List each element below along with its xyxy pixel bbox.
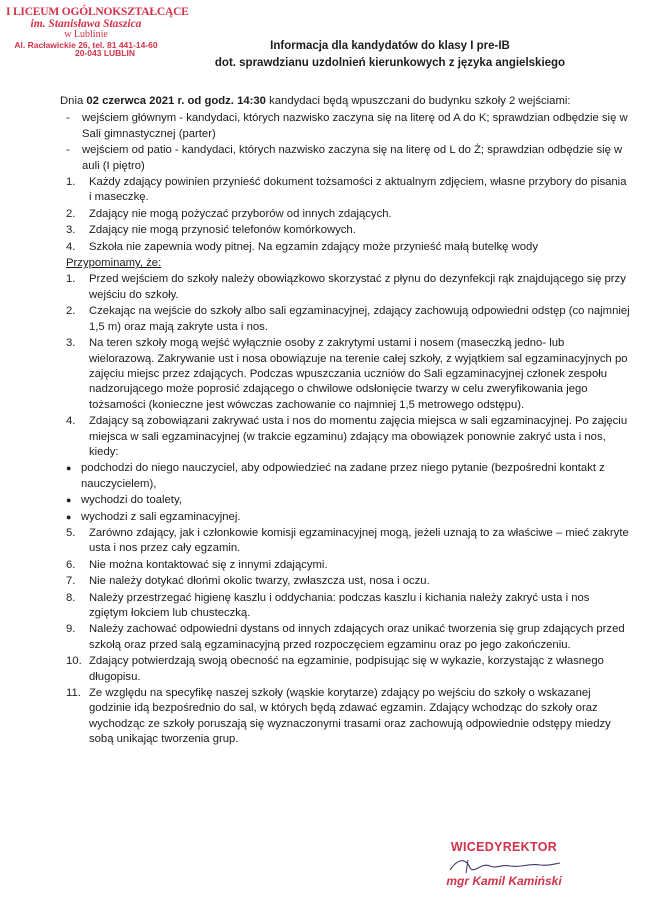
rule-number: 2.: [66, 305, 76, 318]
rule-text: Nie można kontaktować się z innymi zdającymi.: [89, 558, 328, 571]
reminder-heading: Przypominamy, że:: [66, 257, 162, 270]
rule-number: 3.: [66, 337, 76, 350]
entrance-text: wejściem głównym - kandydaci, których nazwisko zaczyna się na literę od A do K; sprawdzian odbędzie się w Sali gimnastycznej (parter): [82, 112, 628, 140]
rule-number: 1.: [66, 176, 76, 189]
title-line-1: Informacja dla kandydatów do klasy I pre-IB: [270, 40, 510, 52]
rule-text: Należy przestrzegać higienę kaszlu i oddychania: podczas kaszlu i kichania należy zakryć usta i nos zgiętym łokciem lub chusteczką.: [89, 591, 590, 619]
rule-text: Należy zachować odpowiedni dystans od innych zdających oraz unikać tworzenia się grup zdających przed szkołą oraz przed salą egzaminacyjną przed rozpoczęciem egzaminu oraz po jego zakończeniu.: [89, 623, 625, 651]
rule-number: 1.: [66, 273, 76, 286]
entrance-text: wejściem od patio - kandydaci, których nazwisko zaczyna się na literę od L do Ż; sprawdzian odbędzie się w auli (I piętro): [82, 144, 623, 172]
rule-item: [66, 558, 630, 573]
rule-text: Szkoła nie zapewnia wody pitnej. Na egzamin zdający może przynieść małą butelkę wody: [89, 240, 538, 253]
signature-stamp: [424, 840, 584, 888]
rule-item: [66, 336, 630, 413]
rule-number: 3.: [66, 224, 76, 237]
rule-text: Ze względu na specyfikę naszej szkoły (wąskie korytarze) zdający po wejściu do szkoły o wskazanej godzinie idą bezpośrednio do sal, w których będą zdawać egzamin. Zdający wchodząc do szkoły oraz wychodząc ze szkoły poruszają się wyznaczonymi trasami oraz zachowują odpowiednie odstępy miedzy sobą unikając tworzenia grup.: [89, 687, 611, 746]
rule-item: [66, 622, 630, 653]
rule-item: [66, 686, 630, 748]
rule-item: [66, 272, 630, 303]
rule-item: [66, 175, 630, 206]
bullet-item: [66, 493, 630, 508]
rule-text: Zdający nie mogą pożyczać przyborów od innych zdających.: [89, 207, 392, 220]
bullet-list: [60, 461, 630, 525]
school-stamp: [6, 6, 189, 59]
rule-number: 8.: [66, 591, 76, 604]
bullet-text: wychodzi do toalety,: [81, 494, 182, 507]
rule-item: [66, 526, 630, 557]
rule-item: [66, 414, 630, 460]
stamp-line-3: w Lublinie: [64, 29, 108, 41]
entrance-item: [66, 143, 630, 174]
rule-item: [66, 591, 630, 622]
intro-prefix: Dnia: [60, 95, 87, 107]
dash-marker: -: [66, 144, 70, 157]
stamp-line-2: im. Stanisława Staszica: [30, 17, 142, 30]
rule-number: 7.: [66, 575, 76, 588]
rule-item: [66, 240, 630, 255]
rule-item: [66, 223, 630, 238]
rule-number: 4.: [66, 415, 76, 428]
document-title: [190, 38, 590, 72]
rule-text: Przed wejściem do szkoły należy obowiązkowo skorzystać z płynu do dezynfekcji rąk znajdującego się przy wejściu do szkoły.: [89, 273, 626, 301]
rules-list-2: [60, 272, 630, 460]
stamp-line-1: I LICEUM OGÓLNOKSZTAŁCĄCE: [6, 6, 189, 18]
rule-number: 5.: [66, 526, 76, 539]
rule-item: [66, 574, 630, 589]
rule-number: 6.: [66, 558, 76, 571]
rule-number: 10.: [66, 655, 82, 668]
rule-number: 4.: [66, 240, 76, 253]
signature-name: mgr Kamil Kamiński: [446, 874, 562, 888]
stamp-line-4: Al. Racławickie 26, tel. 81 441-14-60: [14, 39, 158, 50]
rule-number: 9.: [66, 623, 76, 636]
title-line-2: dot. sprawdzianu uzdolnień kierunkowych z języka angielskiego: [214, 57, 566, 69]
rules-list-3: [60, 526, 630, 748]
rule-text: Zdający są zobowiązani zakrywać usta i nos do momentu zajęcia miejsca w sali egzaminacyjnej. Po zajęciu miejsca w sali egzaminacyjnej (w trakcie egzaminu) zdający ma obowiązek ponownie zakryć usta i nos, kiedy:: [89, 415, 628, 458]
rule-text: Na teren szkoły mogą wejść wyłącznie osoby z zakrytymi ustami i nosem (maseczką jedno- lub wielorazową. Zakrywanie ust i nosa obowiązuje na terenie całej szkoły, z wyjątkiem sal egzaminacyjnych po zajęciu miejsc przez zdających. Podczas wpuszczania uczniów do Sali egzaminacyjnej członek zespołu nadzorującego może poprosić zdającego o chwilowe odsłonięcie twarzy w celu zweryfikowania jego tożsamości (konieczne jest wówczas zachowanie co najmniej 1,5 metrowego odstępu).: [89, 337, 628, 411]
rule-text: Zdający nie mogą przynosić telefonów komórkowych.: [89, 224, 356, 237]
bullet-item: [66, 510, 630, 525]
intro-paragraph: [60, 94, 630, 109]
rule-item: [66, 304, 630, 335]
bullet-marker: ●: [66, 463, 72, 474]
rules-list-1: [60, 175, 630, 255]
dash-marker: -: [66, 112, 70, 125]
document-body: [60, 94, 630, 749]
intro-suffix: kandydaci będą wpuszczani do budynku szkoły 2 wejściami:: [265, 95, 571, 107]
bullet-item: [66, 461, 630, 492]
rule-text: Zarówno zdający, jak i członkowie komisji egzaminacyjnej mogą, jeżeli uznają to za właściwe – mieć zakryte usta i nos przez cały egzamin.: [89, 526, 629, 555]
stamp-line-5: 20-043 LUBLIN: [75, 48, 135, 59]
entrance-list: [60, 111, 630, 174]
rule-text: Czekając na wejście do szkoły albo sali egzaminacyjnej, zdający zachowują odpowiedni odstęp (co najmniej 1,5 m) oraz mają zakryte usta i nos.: [89, 305, 630, 333]
rule-number: 11.: [66, 687, 81, 700]
rule-item: [66, 207, 630, 222]
rule-number: 2.: [66, 207, 76, 220]
rule-item: [66, 654, 630, 685]
entrance-item: [66, 111, 630, 142]
bullet-marker: ●: [66, 511, 72, 522]
rule-text: Zdający potwierdzają swoją obecność na egzaminie, podpisując się w wykazie, korzystając z własnego długopisu.: [89, 655, 604, 683]
bullet-marker: ●: [66, 495, 72, 506]
bullet-text: podchodzi do niego nauczyciel, aby odpowiedzieć na zadane przez niego pytanie (bezpośredni kontakt z nauczycielem),: [81, 462, 605, 490]
signature-role: WICEDYREKTOR: [450, 840, 558, 854]
rule-text: Każdy zdający powinien przynieść dokument tożsamości z aktualnym zdjęciem, własne przybory do pisania i maseczkę.: [89, 176, 627, 204]
rule-text: Nie należy dotykać dłońmi okolic twarzy, zwłaszcza ust, nosa i oczu.: [89, 575, 430, 588]
intro-date: 02 czerwca 2021 r. od godz. 14:30: [86, 95, 266, 107]
bullet-text: wychodzi z sali egzaminacyjnej.: [81, 510, 241, 523]
handwritten-signature: [444, 854, 564, 876]
